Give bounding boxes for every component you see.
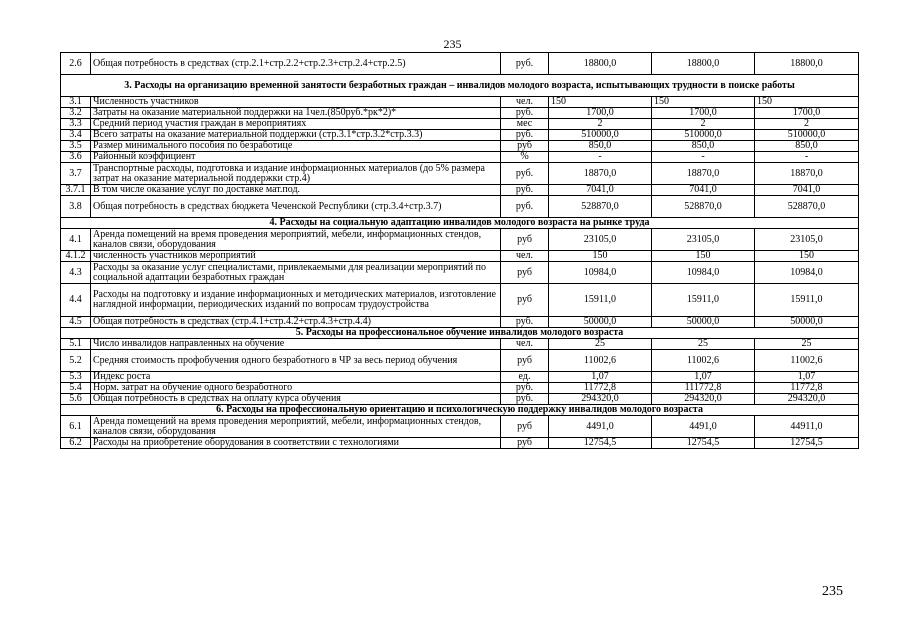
- row-value-1: 18870,0: [549, 163, 652, 185]
- row-unit: руб: [501, 141, 549, 152]
- row-description: Число инвалидов направленных на обучение: [91, 339, 501, 350]
- row-value-1: 10984,0: [549, 262, 652, 284]
- row-number: 4.3: [61, 262, 91, 284]
- row-description: Расходы на приобретение оборудования в соответствии с технологиями: [91, 438, 501, 449]
- row-number: 4.5: [61, 317, 91, 328]
- row-value-3: 18870,0: [755, 163, 859, 185]
- row-unit: руб.: [501, 185, 549, 196]
- row-unit: руб: [501, 229, 549, 251]
- row-value-1: 4491,0: [549, 416, 652, 438]
- row-value-2: 111772,8: [652, 383, 755, 394]
- table-row: [61, 152, 859, 163]
- row-value-2: 150: [652, 251, 755, 262]
- table-row: [61, 251, 859, 262]
- row-number: 5.6: [61, 394, 91, 405]
- row-number: 3.8: [61, 196, 91, 218]
- row-value-3: 1700,0: [755, 108, 859, 119]
- table-row: [61, 185, 859, 196]
- row-unit: руб: [501, 284, 549, 317]
- budget-table: [60, 52, 859, 449]
- table-row: [61, 119, 859, 130]
- row-description: Норм. затрат на обучение одного безработного: [91, 383, 501, 394]
- row-value-3: 18800,0: [755, 53, 859, 75]
- row-value-2: 510000,0: [652, 130, 755, 141]
- section-title: 4. Расходы на социальную адаптацию инвалидов молодого возраста на рынке труда: [61, 218, 859, 229]
- row-description: Средний период участия граждан в мероприятиях: [91, 119, 501, 130]
- row-number: 3.5: [61, 141, 91, 152]
- row-value-2: 11002,6: [652, 350, 755, 372]
- row-unit: руб.: [501, 383, 549, 394]
- row-value-2: 7041,0: [652, 185, 755, 196]
- table-row: [61, 383, 859, 394]
- row-value-3: 11772,8: [755, 383, 859, 394]
- row-value-3: 150: [755, 251, 859, 262]
- table-row: [61, 284, 859, 317]
- row-value-1: 7041,0: [549, 185, 652, 196]
- row-number: 3.7.1: [61, 185, 91, 196]
- table-row: [61, 416, 859, 438]
- row-number: 3.3: [61, 119, 91, 130]
- row-value-1: 2: [549, 119, 652, 130]
- section-title: 3. Расходы на организацию временной занятости безработных граждан – инвалидов молодого возраста, испытывающих трудности в поиске работы: [61, 75, 859, 97]
- section-title: 5. Расходы на профессиональное обучение инвалидов молодого возраста: [61, 328, 859, 339]
- row-number: 6.1: [61, 416, 91, 438]
- row-description: Индекс роста: [91, 372, 501, 383]
- row-description: Аренда помещений на время проведения мероприятий, мебели, информационных стендов, каналов связи, оборудования: [91, 416, 501, 438]
- row-value-3: 2: [755, 119, 859, 130]
- row-value-3: 528870,0: [755, 196, 859, 218]
- row-number: 5.1: [61, 339, 91, 350]
- row-value-3: 7041,0: [755, 185, 859, 196]
- row-unit: руб.: [501, 196, 549, 218]
- table-row: [61, 438, 859, 449]
- row-number: 3.7: [61, 163, 91, 185]
- row-number: 4.1.2: [61, 251, 91, 262]
- row-value-2: 12754,5: [652, 438, 755, 449]
- table-row: [61, 262, 859, 284]
- row-description: Всего затраты на оказание материальной поддержки (стр.3.1*стр.3.2*стр.3.3): [91, 130, 501, 141]
- row-description: Общая потребность в средствах на оплату курса обучения: [91, 394, 501, 405]
- section-title: 6. Расходы на профессиональную ориентацию и психологическую поддержку инвалидов молодого возраста: [61, 405, 859, 416]
- row-description: Районный коэффициент: [91, 152, 501, 163]
- row-value-3: 1,07: [755, 372, 859, 383]
- row-value-2: 294320,0: [652, 394, 755, 405]
- row-unit: руб.: [501, 108, 549, 119]
- row-value-1: 150: [549, 97, 652, 108]
- row-number: 5.2: [61, 350, 91, 372]
- row-description: Расходы за оказание услуг специалистами, привлекаемыми для реализации мероприятий по социальной адаптации безработных граждан: [91, 262, 501, 284]
- row-value-1: 50000,0: [549, 317, 652, 328]
- row-description: Общая потребность в средствах (стр.2.1+стр.2.2+стр.2.3+стр.2.4+стр.2.5): [91, 53, 501, 75]
- row-number: 3.4: [61, 130, 91, 141]
- row-value-3: 12754,5: [755, 438, 859, 449]
- row-value-3: 510000,0: [755, 130, 859, 141]
- row-description: Размер минимального пособия по безработице: [91, 141, 501, 152]
- table-row: [61, 108, 859, 119]
- row-value-1: 1700,0: [549, 108, 652, 119]
- page-number-bottom: 235: [822, 584, 843, 599]
- row-number: 3.2: [61, 108, 91, 119]
- row-description: В том числе оказание услуг по доставке мат.под.: [91, 185, 501, 196]
- row-value-1: 12754,5: [549, 438, 652, 449]
- row-description: Аренда помещений на время проведения мероприятий, мебели, информационных стендов, каналов связи, оборудования: [91, 229, 501, 251]
- row-unit: руб: [501, 350, 549, 372]
- row-value-2: 2: [652, 119, 755, 130]
- row-value-2: 1700,0: [652, 108, 755, 119]
- row-number: 4.1: [61, 229, 91, 251]
- table-row: [61, 350, 859, 372]
- row-number: 2.6: [61, 53, 91, 75]
- row-value-1: 1,07: [549, 372, 652, 383]
- row-value-1: 15911,0: [549, 284, 652, 317]
- row-unit: руб.: [501, 317, 549, 328]
- row-value-2: 850,0: [652, 141, 755, 152]
- row-value-1: 850,0: [549, 141, 652, 152]
- row-number: 3.6: [61, 152, 91, 163]
- table-row: [61, 97, 859, 108]
- row-value-3: 150: [755, 97, 859, 108]
- table-row: [61, 339, 859, 350]
- row-unit: руб: [501, 438, 549, 449]
- row-value-2: 18800,0: [652, 53, 755, 75]
- row-value-3: -: [755, 152, 859, 163]
- table-row: [61, 163, 859, 185]
- row-description: Затраты на оказание материальной поддержки на 1чел.(850руб.*рк*2)*: [91, 108, 501, 119]
- row-description: Общая потребность в средствах (стр.4.1+стр.4.2+стр.4.3+стр.4.4): [91, 317, 501, 328]
- row-value-2: 1,07: [652, 372, 755, 383]
- section-header-row: [61, 75, 859, 97]
- table-row: [61, 372, 859, 383]
- row-value-2: 23105,0: [652, 229, 755, 251]
- row-unit: чел.: [501, 251, 549, 262]
- page-number-top: 235: [443, 37, 462, 51]
- row-unit: чел.: [501, 339, 549, 350]
- row-value-2: 25: [652, 339, 755, 350]
- row-value-3: 44911,0: [755, 416, 859, 438]
- section-header-row: [61, 405, 859, 416]
- row-value-3: 10984,0: [755, 262, 859, 284]
- table-row: [61, 317, 859, 328]
- row-value-1: 150: [549, 251, 652, 262]
- row-unit: руб.: [501, 394, 549, 405]
- row-description: Общая потребность в средствах бюджета Чеченской Республики (стр.3.4+стр.3.7): [91, 196, 501, 218]
- table-row: [61, 141, 859, 152]
- row-value-2: 528870,0: [652, 196, 755, 218]
- row-number: 5.3: [61, 372, 91, 383]
- table-row: [61, 394, 859, 405]
- row-unit: ед.: [501, 372, 549, 383]
- row-value-2: 4491,0: [652, 416, 755, 438]
- row-unit: чел.: [501, 97, 549, 108]
- row-value-3: 25: [755, 339, 859, 350]
- row-value-2: 150: [652, 97, 755, 108]
- row-value-3: 15911,0: [755, 284, 859, 317]
- row-value-1: 18800,0: [549, 53, 652, 75]
- row-unit: мес: [501, 119, 549, 130]
- table-row: [61, 229, 859, 251]
- row-value-2: 50000,0: [652, 317, 755, 328]
- row-unit: руб.: [501, 53, 549, 75]
- row-number: 5.4: [61, 383, 91, 394]
- row-value-1: 294320,0: [549, 394, 652, 405]
- row-number: 6.2: [61, 438, 91, 449]
- row-value-3: 50000,0: [755, 317, 859, 328]
- row-number: 4.4: [61, 284, 91, 317]
- table-row: [61, 53, 859, 75]
- row-value-1: 11002,6: [549, 350, 652, 372]
- row-value-3: 294320,0: [755, 394, 859, 405]
- row-value-3: 850,0: [755, 141, 859, 152]
- row-value-3: 11002,6: [755, 350, 859, 372]
- row-value-1: -: [549, 152, 652, 163]
- row-number: 3.1: [61, 97, 91, 108]
- table-row: [61, 196, 859, 218]
- row-value-1: 25: [549, 339, 652, 350]
- row-value-2: 10984,0: [652, 262, 755, 284]
- section-header-row: [61, 328, 859, 339]
- table-row: [61, 130, 859, 141]
- row-description: Средняя стоимость профобучения одного безработного в ЧР за весь период обучения: [91, 350, 501, 372]
- row-value-1: 510000,0: [549, 130, 652, 141]
- section-header-row: [61, 218, 859, 229]
- row-description: численность участников мероприятий: [91, 251, 501, 262]
- row-value-1: 23105,0: [549, 229, 652, 251]
- row-unit: руб.: [501, 130, 549, 141]
- row-description: Транспортные расходы, подготовка и издание информационных материалов (до 5% размера затрат на оказание материальной поддержки стр.4): [91, 163, 501, 185]
- row-unit: руб.: [501, 163, 549, 185]
- row-value-2: 15911,0: [652, 284, 755, 317]
- row-unit: руб: [501, 416, 549, 438]
- row-value-1: 528870,0: [549, 196, 652, 218]
- row-unit: руб: [501, 262, 549, 284]
- row-value-2: -: [652, 152, 755, 163]
- row-value-3: 23105,0: [755, 229, 859, 251]
- row-unit: %: [501, 152, 549, 163]
- row-description: Расходы на подготовку и издание информационных и методических материалов, изготовление наглядной информации, периодических изданий по вопросам трудоустройства: [91, 284, 501, 317]
- row-value-2: 18870,0: [652, 163, 755, 185]
- row-value-1: 11772,8: [549, 383, 652, 394]
- row-description: Численность участников: [91, 97, 501, 108]
